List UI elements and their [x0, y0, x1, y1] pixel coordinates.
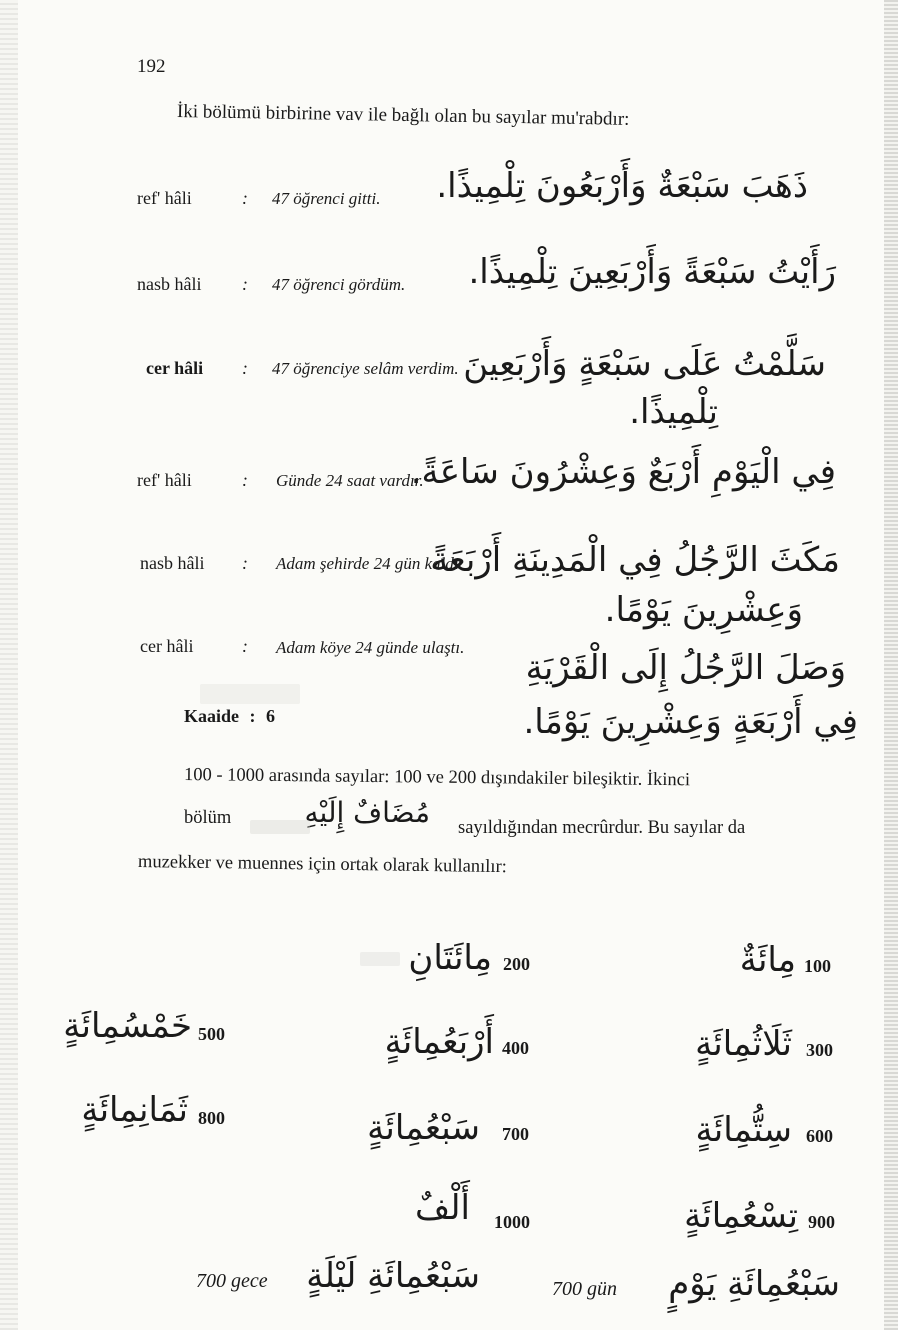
number-arabic: ثَمَانِمِائَةٍ [81, 1090, 188, 1130]
arabic-sentence: رَأَيْتُ سَبْعَةً وَأَرْبَعِينَ تِلْمِيذًا. [468, 252, 836, 292]
number-value: 500 [198, 1024, 225, 1044]
arabic-sentence-continued: وَعِشْرِينَ يَوْمًا. [604, 590, 803, 630]
translation: 47 öğrenciye selâm verdim. [272, 359, 459, 378]
number-arabic: تِسْعُمِائَةٍ [684, 1196, 798, 1236]
number-arabic: خَمْسُمِائَةٍ [63, 1006, 192, 1046]
number-value: 400 [502, 1038, 529, 1058]
case-label: cer hâli [146, 358, 204, 378]
number-arabic: أَرْبَعُمِائَةٍ [384, 1022, 494, 1062]
scan-speck [250, 820, 310, 834]
colon: : [242, 274, 248, 294]
arabic-sentence: وَصَلَ الرَّجُلُ إِلَى الْقَرْيَةِ [525, 648, 846, 688]
case-label: nasb hâli [137, 274, 202, 294]
intro-text: İki bölümü birbirine vav ile bağlı olan bu sayılar mu'rabdır: [176, 101, 630, 130]
arabic-sentence: ذَهَبَ سَبْعَةٌ وَأَرْبَعُونَ تِلْمِيذًا. [436, 166, 808, 206]
translation: Adam köye 24 günde ulaştı. [276, 638, 465, 657]
arabic-sentence: فِي الْيَوْمِ أَرْبَعٌ وَعِشْرُونَ سَاعَةً. [410, 452, 836, 492]
paragraph-line-2-end: sayıldığından mecrûrdur. Bu sayılar da [458, 818, 746, 838]
arabic-sentence: مَكَثَ الرَّجُلُ فِي الْمَدِينَةِ أَرْبَعَةً [431, 540, 840, 580]
case-label: nasb hâli [140, 553, 205, 573]
footer-latin: 700 gece [196, 1270, 268, 1292]
rule-label: Kaaide [184, 706, 240, 726]
arabic-sentence-continued: تِلْمِيذًا. [629, 392, 718, 432]
case-label: cer hâli [140, 636, 194, 656]
footer-arabic: سَبْعُمِائَةِ لَيْلَةٍ [306, 1256, 480, 1296]
translation: 47 öğrenci gitti. [272, 189, 381, 208]
paragraph-line-1: 100 - 1000 arasında sayılar: 100 ve 200 dışındakiler bileşiktir. İkinci [183, 765, 691, 791]
paragraph-line-3: muzekker ve muennes için ortak olarak kullanılır: [137, 852, 507, 878]
number-value: 200 [503, 954, 530, 974]
number-value: 1000 [494, 1212, 530, 1232]
case-label: ref' hâli [137, 188, 192, 208]
number-value: 700 [502, 1124, 529, 1144]
colon: : [242, 470, 248, 490]
number-arabic: مِائَةٌ [739, 940, 796, 980]
number-value: 100 [804, 956, 831, 976]
colon: : [242, 636, 248, 656]
number-arabic: سَبْعُمِائَةٍ [367, 1108, 480, 1148]
colon: : [242, 358, 248, 378]
case-label: ref' hâli [137, 470, 192, 490]
number-value: 900 [808, 1212, 835, 1232]
scan-speck [360, 952, 400, 966]
arabic-sentence: سَلَّمْتُ عَلَى سَبْعَةٍ وَأَرْبَعِينَ [463, 344, 826, 384]
paragraph-line-2-start: bölüm [184, 808, 232, 828]
paragraph-arabic-term: مُضَافٌ إِلَيْهِ [304, 796, 430, 829]
number-value: 800 [198, 1108, 225, 1128]
number-arabic: سِتُّمِائَةٍ [695, 1110, 792, 1150]
footer-latin: 700 gün [552, 1278, 617, 1300]
colon: : [242, 553, 248, 573]
rule-colon: : [249, 706, 256, 726]
translation: 47 öğrenci gördüm. [272, 275, 406, 294]
arabic-sentence-continued: فِي أَرْبَعَةٍ وَعِشْرِينَ يَوْمًا. [523, 702, 858, 742]
rule-heading [184, 706, 275, 727]
number-arabic: أَلْفٌ [414, 1188, 470, 1228]
page-edge-right [884, 0, 898, 1330]
page-edge-left [0, 0, 18, 1330]
footer-arabic: سَبْعُمِائَةِ يَوْمٍ [668, 1264, 840, 1304]
scan-speck [200, 684, 300, 704]
number-value: 600 [806, 1126, 833, 1146]
colon: : [242, 188, 248, 208]
translation: Günde 24 saat vardır. [276, 471, 424, 490]
page-number: 192 [137, 56, 166, 77]
number-arabic: ثَلَاثُمِائَةٍ [695, 1024, 792, 1064]
translation: Adam şehirde 24 gün kaldı. [276, 554, 463, 573]
number-arabic: مِائَتَانِ [408, 938, 492, 978]
rule-number: 6 [266, 706, 276, 726]
number-value: 300 [806, 1040, 833, 1060]
